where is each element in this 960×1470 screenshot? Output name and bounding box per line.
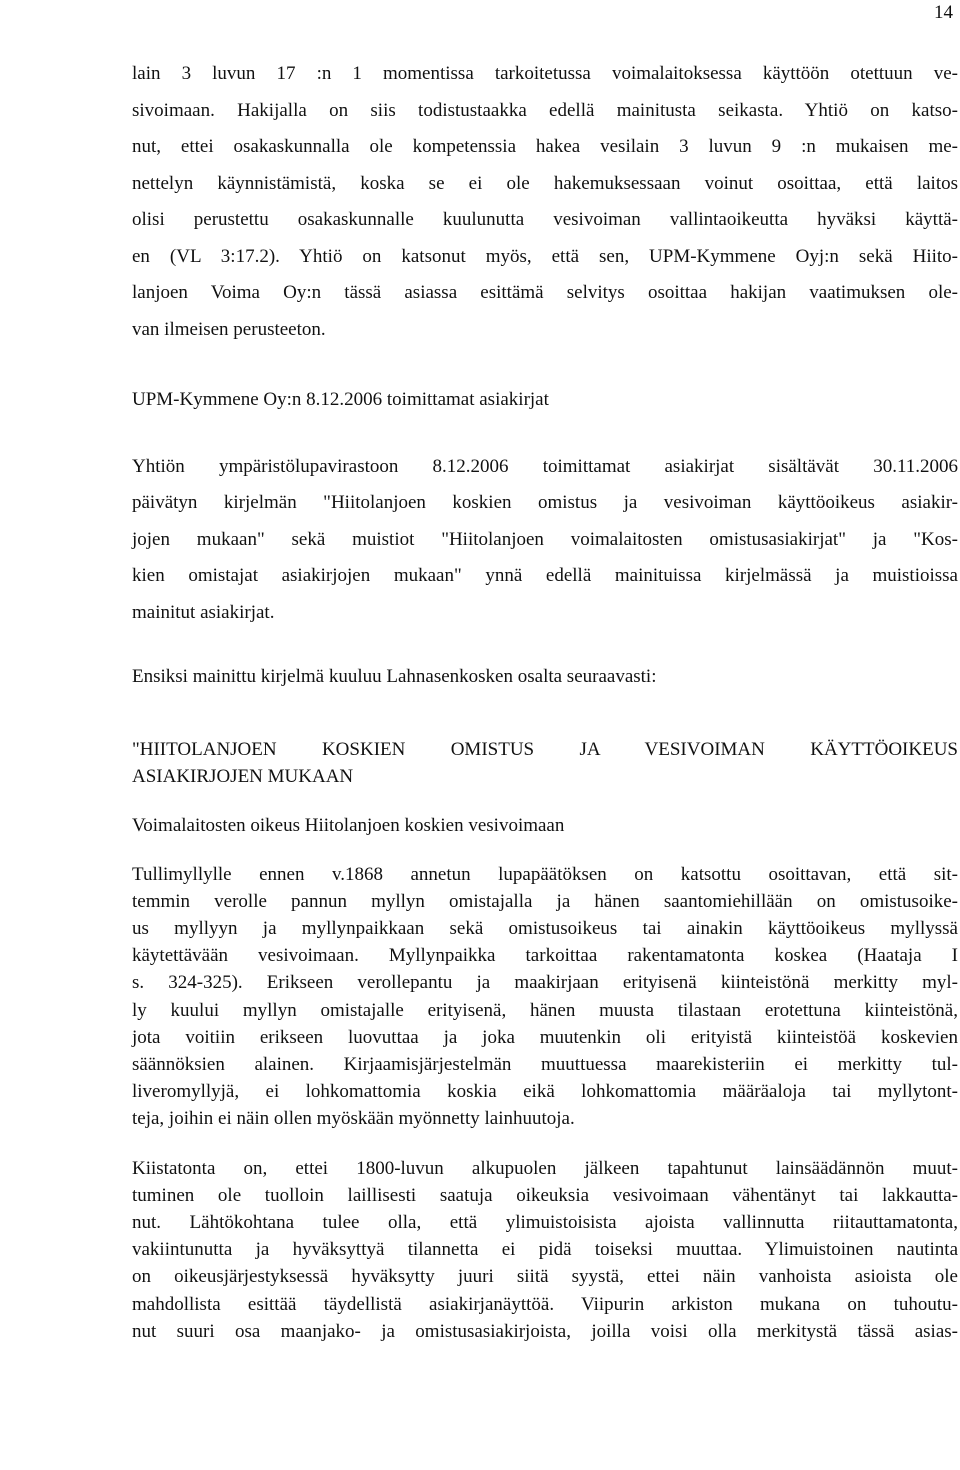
text-line: lain 3 luvun 17 :n 1 momentissa tarkoitetussa voimalaitoksessa käyttöön otettuun ve- <box>132 63 958 84</box>
text-line: Kiistatonta on, ettei 1800-luvun alkupuolen jälkeen tapahtunut lainsäädännön muut- <box>132 1157 958 1179</box>
paragraph-undisputed <box>132 1155 958 1345</box>
text-line: käytettävään vesivoimaan. Myllynpaikka tarkoittaa rakentamatonta koskea (Haataja I <box>132 945 958 967</box>
text-line: temmin verolle pannun myllyn omistajalla ja hänen saantomiehillään on omistusoike- <box>132 890 958 912</box>
text-line: van ilmeisen perusteeton. <box>132 318 326 340</box>
text-line: jojen mukaan" sekä muistiot "Hiitolanjoen voimalaitosten omistusasiakirjat" ja "Kos- <box>132 528 958 550</box>
text-line: sivoimaan. Hakijalla on siis todistustaakka edellä mainitusta seikasta. Yhtiö on katso- <box>132 99 958 121</box>
quoted-document-title <box>132 736 958 790</box>
section-heading-upm-documents: UPM-Kymmene Oy:n 8.12.2006 toimittamat asiakirjat <box>132 389 549 410</box>
text-line: s. 324-325). Erikseen verollepantu ja maakirjaan erityisenä kiinteistönä merkitty myl- <box>132 972 958 994</box>
text-line: nut suuri osa maanjako- ja omistusasiakirjoista, joilla voisi olla merkitystä tässä asias- <box>132 1320 958 1342</box>
text-line: Tullimyllylle ennen v.1868 annetun lupapäätöksen on katsottu osoittavan, että sit- <box>132 863 958 885</box>
text-line: jota voitiin erikseen luovuttaa ja joka muutenkin oli erityistä kiinteistöä koskevien <box>132 1026 958 1048</box>
text-line: vakiintunutta ja hyväksyttyä tilannetta ei pidä toiseksi muuttaa. Ylimuistoinen nautinta <box>132 1239 958 1261</box>
paragraph-application-documents <box>132 449 958 632</box>
text-line: säännöksien alainen. Kirjaamisjärjestelmän muuttuessa maarekisteriin ei merkitty tul- <box>132 1053 958 1075</box>
text-line: päivätyn kirjelmän "Hiitolanjoen koskien omistus ja vesivoiman käyttöoikeus asiakir- <box>132 492 958 513</box>
text-line: olisi perustettu osakaskunnalle kuulunutta vesivoiman vallintaoikeutta hyväksi käyttä- <box>132 209 958 230</box>
text-line: kien omistajat asiakirjojen mukaan" ynnä edellä mainituissa kirjelmässä ja muistioissa <box>132 565 958 586</box>
page-number: 14 <box>934 2 953 23</box>
text-line: "HIITOLANJOEN KOSKIEN OMISTUS JA VESIVOIMAN KÄYTTÖOIKEUS <box>132 738 958 760</box>
text-line: ly kuului myllyn omistajalle erityisenä, hänen muusta tilastaan erotettuna kiinteistönä, <box>132 999 958 1021</box>
text-line: nut, ettei osakaskunnalla ole kompetenssia hakea vesilain 3 luvun 9 :n mukaisen me- <box>132 136 958 157</box>
text-line: nettelyn käynnistämistä, koska se ei ole hakemuksessaan voinut osoittaa, että laitos <box>132 172 958 194</box>
text-line: us myllyyn ja myllynpaikkaan sekä omistusoikeus tai ainakin käyttöoikeus myllyssä <box>132 917 958 939</box>
text-line: Yhtiön ympäristölupavirastoon 8.12.2006 toimittamat asiakirjat sisältävät 30.11.2006 <box>132 455 958 477</box>
document-body <box>132 56 958 1345</box>
paragraph-first-letter: Ensiksi mainittu kirjelmä kuuluu Lahnasenkosken osalta seuraavasti: <box>132 666 657 687</box>
text-line: nut. Lähtökohtana tulee olla, että ylimuistoisista ajoista vallinnutta riitauttamatonta, <box>132 1211 958 1233</box>
quoted-document-subtitle: Voimalaitosten oikeus Hiitolanjoen koskien vesivoimaan <box>132 814 565 836</box>
text-line: en (VL 3:17.2). Yhtiö on katsonut myös, että sen, UPM-Kymmene Oyj:n sekä Hiito- <box>132 245 958 267</box>
text-line: tuminen ole tuolloin laillisesti saatuja oikeuksia vesivoimaan vähentänyt tai lakkautta- <box>132 1184 958 1206</box>
paragraph-intro <box>132 56 958 348</box>
text-line: on oikeusjärjestyksessä hyväksytty juuri siitä syystä, ettei näin vanhoista asioista ole <box>132 1266 958 1288</box>
text-line: lanjoen Voima Oy:n tässä asiassa esittämä selvitys osoittaa hakijan vaatimuksen ole- <box>132 282 958 303</box>
text-line: teja, joihin ei näin ollen myöskään myönnetty lainhuutoja. <box>132 1108 575 1130</box>
text-line: ASIAKIRJOJEN MUKAAN <box>132 765 354 787</box>
text-line: mainitut asiakirjat. <box>132 601 275 623</box>
paragraph-tullimylly <box>132 861 958 1133</box>
text-line: mahdollista esittää täydellistä asiakirjanäyttöä. Viipurin arkiston mukana on tuhoutu- <box>132 1293 958 1315</box>
text-line: liveromyllyjä, ei lohkomattomia koskia eikä lohkomattomia määräaloja tai myllytont- <box>132 1081 958 1103</box>
